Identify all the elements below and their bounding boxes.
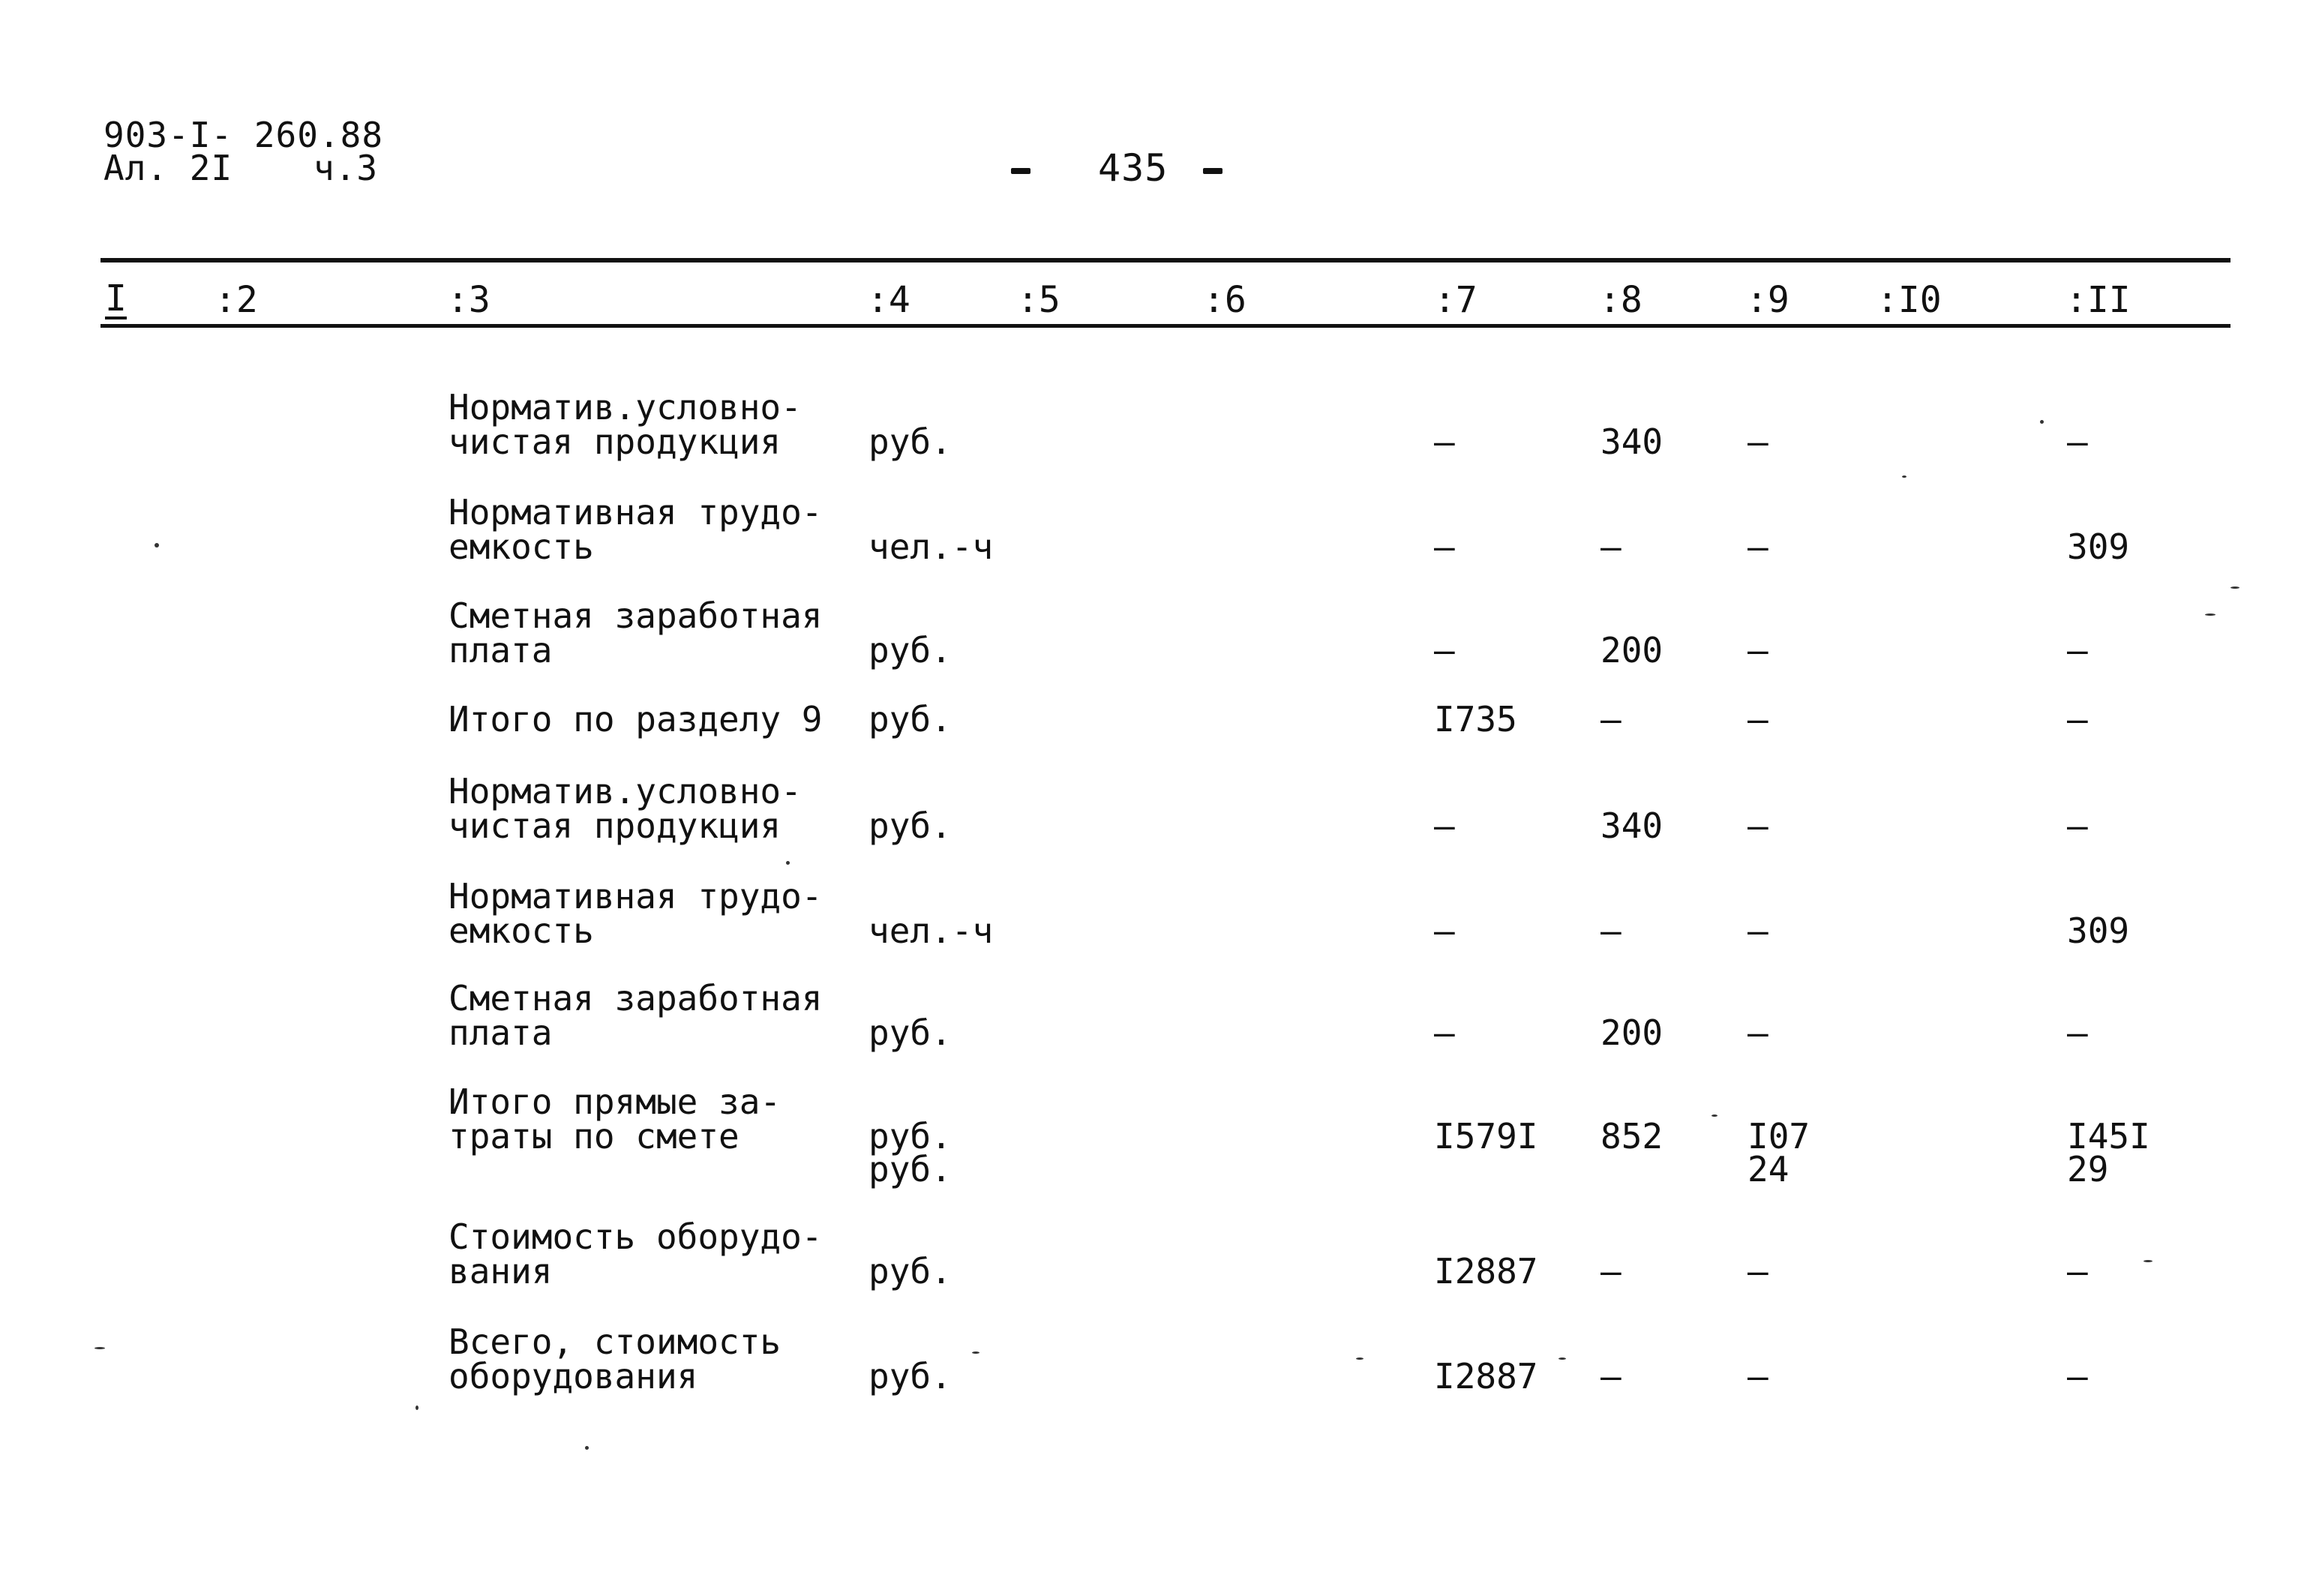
scan-speck	[972, 1352, 980, 1354]
row-label: Норматив.условно-	[448, 771, 802, 812]
scan-speck	[2230, 586, 2240, 589]
col7-value: –	[1434, 806, 1455, 846]
row-label-continued: плата	[448, 630, 553, 670]
row-label-continued: емкость	[448, 910, 594, 951]
col7-value: –	[1434, 1012, 1455, 1053]
col11-value: –	[2067, 1012, 2088, 1053]
column-header-2: :2	[214, 279, 258, 321]
col8-value: –	[1600, 526, 1622, 567]
row-label-continued: чистая продукция	[448, 422, 782, 462]
column-header-1: I	[105, 278, 127, 320]
row-label: Сметная заработная	[448, 596, 823, 636]
col11-value: –	[2067, 699, 2088, 740]
column-header-5: :5	[1017, 279, 1060, 321]
page-number-dash-right	[1203, 168, 1222, 174]
page-number: 435	[1098, 146, 1168, 190]
col9-value: –	[1748, 806, 1768, 846]
scan-speck	[585, 1446, 589, 1450]
row-label-continued: емкость	[448, 526, 594, 567]
scan-speck	[1712, 1114, 1718, 1117]
unit-cell: руб.	[868, 1012, 952, 1053]
unit-cell: руб.	[868, 422, 952, 462]
row-label: Норматив.условно-	[448, 387, 802, 428]
scan-speck	[2040, 420, 2044, 424]
column-header-4: :4	[867, 279, 910, 321]
col9-value: –	[1748, 1251, 1768, 1292]
col9-value: –	[1748, 699, 1768, 740]
sheet-label: Ал. 2I	[104, 148, 233, 188]
column-header-10: :I0	[1876, 279, 1942, 321]
unit-cell: чел.-ч	[868, 526, 994, 567]
col11-value: –	[2067, 630, 2088, 670]
unit-cell: руб.	[868, 1251, 952, 1292]
row-label-continued: траты по смете	[448, 1116, 740, 1156]
col7-value: –	[1434, 526, 1455, 567]
page-number-dash-left	[1011, 168, 1030, 174]
col7-value: I2887	[1434, 1356, 1538, 1396]
col7-value: –	[1434, 630, 1455, 670]
scan-speck	[1558, 1358, 1566, 1360]
col8-value: 340	[1600, 806, 1664, 846]
column-header-8: :8	[1599, 279, 1642, 321]
row-label-continued: вания	[448, 1251, 553, 1292]
table-top-rule	[100, 258, 2230, 262]
col11-value: –	[2067, 1356, 2088, 1396]
col7-value: –	[1434, 910, 1455, 951]
col11-value: 309	[2067, 526, 2130, 567]
row-label: Нормативная трудо-	[448, 876, 823, 916]
column-header-3: :3	[447, 279, 490, 321]
col8-value: –	[1600, 1356, 1622, 1396]
row-label: Итого по разделу 9	[448, 699, 823, 740]
col11-value: I45I	[2067, 1116, 2150, 1156]
col8-value: –	[1600, 699, 1622, 740]
unit-cell: руб.	[868, 1149, 952, 1190]
row-label: Сметная заработная	[448, 978, 823, 1018]
scan-speck	[416, 1406, 418, 1410]
col9-value: –	[1748, 1012, 1768, 1053]
col11-value: –	[2067, 806, 2088, 846]
unit-cell: руб.	[868, 699, 952, 740]
col8-value: –	[1600, 910, 1622, 951]
scan-speck	[2144, 1260, 2152, 1262]
col11-value: –	[2067, 1251, 2088, 1292]
unit-cell: руб.	[868, 1116, 952, 1156]
row-label-continued: чистая продукция	[448, 806, 782, 846]
col9-value: –	[1748, 1356, 1768, 1396]
scan-speck	[1902, 476, 1906, 478]
unit-cell: чел.-ч	[868, 910, 994, 951]
scan-speck	[786, 861, 790, 865]
document-code: 903-I- 260.88	[104, 115, 384, 155]
col9-value: –	[1748, 630, 1768, 670]
col8-value: 200	[1600, 1012, 1664, 1053]
col9-value: –	[1748, 422, 1768, 462]
col8-value: –	[1600, 1251, 1622, 1292]
col7-value: I735	[1434, 699, 1517, 740]
col9-value: 24	[1748, 1149, 1790, 1190]
scan-speck	[1356, 1358, 1364, 1360]
column-header-7: :7	[1434, 279, 1478, 321]
unit-cell: руб.	[868, 1356, 952, 1396]
row-label-continued: плата	[448, 1012, 553, 1053]
col9-value: I07	[1748, 1116, 1810, 1156]
col7-value: –	[1434, 422, 1455, 462]
column-header-6: :6	[1203, 279, 1246, 321]
row-label: Итого прямые за-	[448, 1082, 782, 1122]
col11-value: 29	[2067, 1149, 2109, 1190]
col7-value: I579I	[1434, 1116, 1538, 1156]
col11-value: 309	[2067, 910, 2130, 951]
part-label: ч.3	[314, 148, 379, 188]
col9-value: –	[1748, 526, 1768, 567]
scan-speck	[2205, 614, 2216, 616]
column-header-11: :II	[2066, 279, 2131, 321]
row-label: Всего, стоимость	[448, 1322, 782, 1362]
col9-value: –	[1748, 910, 1768, 951]
unit-cell: руб.	[868, 630, 952, 670]
row-label: Стоимость оборудо-	[448, 1216, 823, 1257]
col11-value: –	[2067, 422, 2088, 462]
scan-speck	[94, 1347, 105, 1349]
row-label-continued: оборудования	[448, 1356, 698, 1396]
table-header-rule	[100, 324, 2230, 328]
col8-value: 852	[1600, 1116, 1664, 1156]
column-header-9: :9	[1746, 279, 1790, 321]
col7-value: I2887	[1434, 1251, 1538, 1292]
col8-value: 200	[1600, 630, 1664, 670]
unit-cell: руб.	[868, 806, 952, 846]
row-label: Нормативная трудо-	[448, 492, 823, 532]
scan-speck	[154, 543, 159, 548]
col8-value: 340	[1600, 422, 1664, 462]
